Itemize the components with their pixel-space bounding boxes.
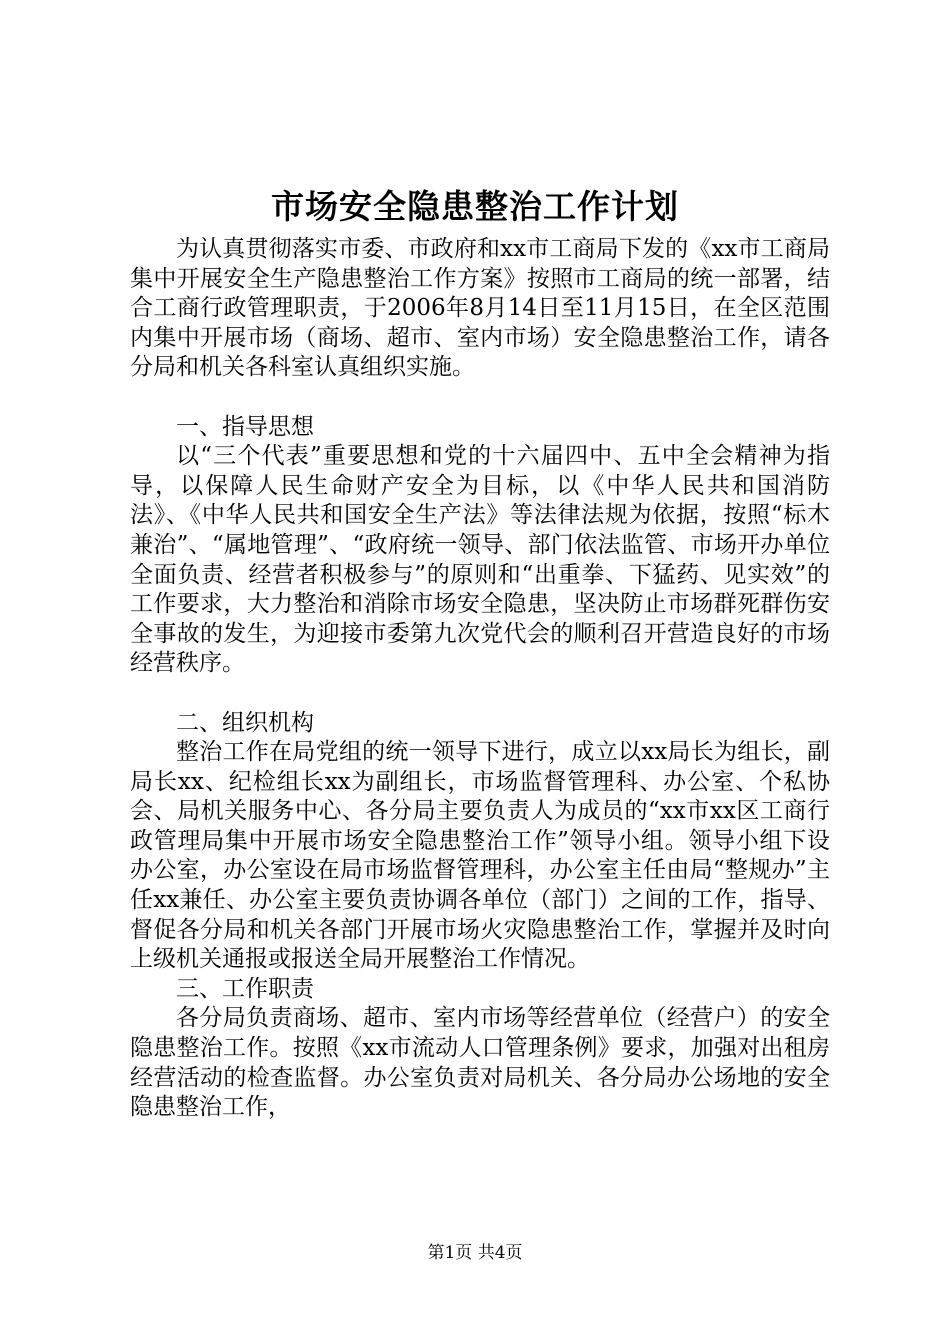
paragraph-gap (130, 679, 830, 709)
page-footer: 第1页 共4页 (427, 1243, 523, 1263)
section-heading-duties: 三、工作职责 (176, 975, 314, 1002)
section-heading-organization: 二、组织机构 (176, 709, 314, 736)
intro-paragraph: 为认真贯彻落实市委、市政府和xx市工商局下发的《xx市工商局集中开展安全生产隐患整治工作方案》按照市工商局的统一部署，结合工商行政管理职责，于2006年8月14日至11月15日，在全区范围内集中开展市场（商场、超市、室内市场）安全隐患整治工作，请各分局和机关各科室认真组织实施。 (130, 236, 830, 381)
section-heading-guiding-ideology: 一、指导思想 (176, 413, 314, 440)
document-title: 市场安全隐患整治工作计划 (271, 187, 679, 226)
section-text-duties: 各分局负责商场、超市、室内市场等经营单位（经营户）的安全隐患整治工作。按照《xx市流动人口管理条例》要求，加强对出租房经营活动的检查监督。办公室负责对局机关、各分局办公场地的安全隐患整治工作， (130, 1005, 830, 1121)
document-body (130, 235, 830, 1123)
paragraph-gap (130, 383, 830, 413)
section-text-organization: 整治工作在局党组的统一领导下进行，成立以xx局长为组长，副局长xx、纪检组长xx为副组长，市场监督管理科、办公室、个私协会、局机关服务中心、各分局主要负责人为成员的“xx市xx区工商行政管理局集中开展市场安全隐患整治工作”领导小组。领导小组下设办公室，办公室设在局市场监督管理科，办公室主任由局“整规办”主任xx兼任、办公室主要负责协调各单位（部门）之间的工作，指导、督促各分局和机关各部门开展市场火灾隐患整治工作，掌握并及时向上级机关通报或报送全局开展整治工作情况。 (130, 739, 830, 973)
section-text-guiding-ideology: 以“三个代表”重要思想和党的十六届四中、五中全会精神为指导，以保障人民生命财产安全为目标，以《中华人民共和国消防法》、《中华人民共和国安全生产法》等法律法规为依据，按照“标木兼治”、“属地管理”、“政府统一领导、部门依法监管、市场开办单位全面负责、经营者积极参与”的原则和“出重拳、下猛药、见实效”的工作要求，大力整治和消除市场安全隐患，坚决防止市场群死群伤安全事故的发生，为迎接市委第九次党代会的顺利召开营造良好的市场经营秩序。 (130, 443, 830, 677)
